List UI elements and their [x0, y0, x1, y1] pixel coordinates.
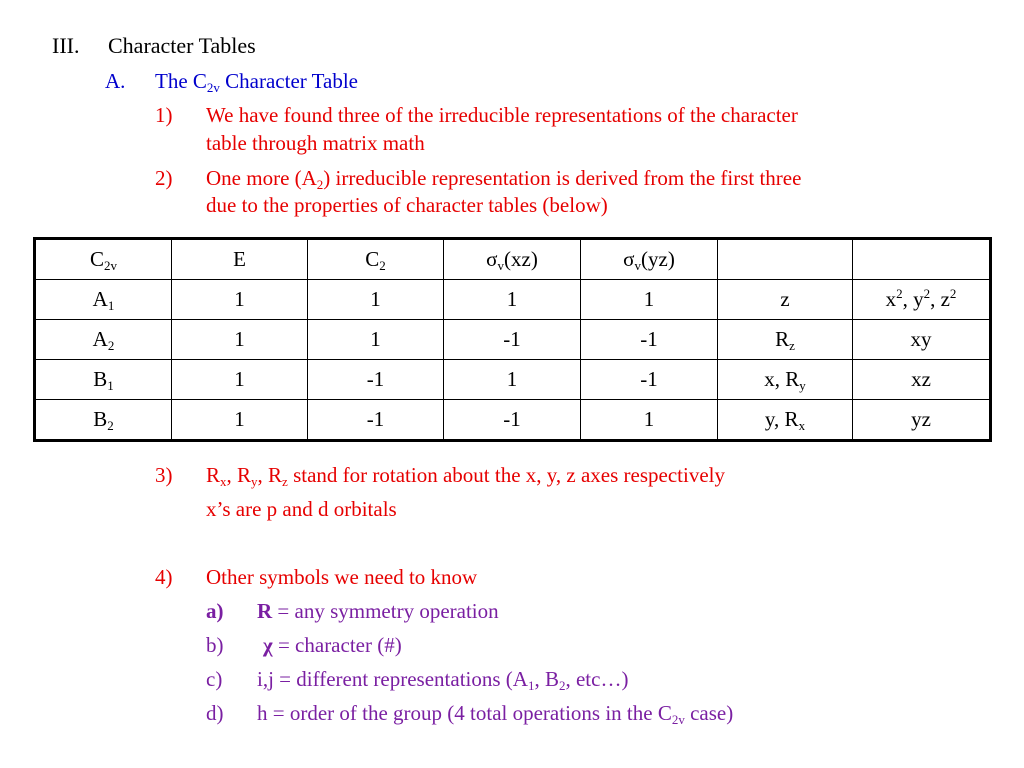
- section-title: Character Tables: [108, 33, 256, 58]
- char-sigma-xz: -1: [444, 320, 581, 360]
- linear-function: y, $R_x$: [718, 400, 853, 441]
- item-4: [155, 565, 478, 589]
- subitem-d: [206, 701, 734, 727]
- item-3-number: 3): [155, 463, 173, 487]
- irrep-label: $A_1$: [35, 280, 172, 320]
- subsection-letter: A.: [105, 69, 126, 93]
- item-3-line-1: $R_x$, $R_y$, $R_z$ stand for rotation about the x, y, z axes respectively: [206, 463, 725, 489]
- subitem-a: [206, 599, 499, 623]
- item-1: [155, 103, 798, 127]
- item-2: [155, 166, 802, 192]
- item-2-line-2: due to the properties of character tables (below): [206, 193, 608, 217]
- table-row: [35, 280, 991, 320]
- char-sigma-xz: 1: [444, 360, 581, 400]
- item-1-number: 1): [155, 103, 173, 127]
- subitem-c-text: i,j = different representations ($A_1$, $B_2$, etc…): [257, 667, 629, 693]
- char-e: 1: [172, 400, 308, 441]
- header-quadratic: [853, 239, 991, 280]
- item-4-number: 4): [155, 565, 173, 589]
- section-numeral: III.: [52, 33, 80, 58]
- char-e: 1: [172, 280, 308, 320]
- table-row: [35, 400, 991, 441]
- item-2-number: 2): [155, 166, 173, 190]
- subitem-d-letter: d): [206, 701, 224, 725]
- item-4-text: Other symbols we need to know: [206, 565, 478, 589]
- quadratic-function: $x^2$, $y^2$, $z^2$: [853, 280, 991, 320]
- subitem-b-letter: b): [206, 633, 224, 657]
- subitem-a-text: R = any symmetry operation: [257, 599, 499, 623]
- subsection-title: The $C_{2v}$ Character Table: [155, 69, 358, 95]
- irrep-label: $B_1$: [35, 360, 172, 400]
- char-sigma-yz: 1: [581, 280, 718, 320]
- linear-function: $R_z$: [718, 320, 853, 360]
- quadratic-function: xz: [853, 360, 991, 400]
- char-sigma-yz: -1: [581, 360, 718, 400]
- header-sigma-v-yz: $\sigma_v(yz)$: [581, 239, 718, 280]
- char-sigma-xz: -1: [444, 400, 581, 441]
- linear-function: z: [718, 280, 853, 320]
- irrep-label: $A_2$: [35, 320, 172, 360]
- table-header-row: [35, 239, 991, 280]
- subitem-b-text: χ = character (#): [263, 633, 402, 657]
- subitem-d-text: h = order of the group (4 total operations in the $C_{2v}$ case): [257, 701, 734, 727]
- header-c2: $C_2$: [308, 239, 444, 280]
- table-row: [35, 360, 991, 400]
- subitem-a-letter: a): [206, 599, 224, 623]
- subsection-heading: [105, 69, 358, 95]
- header-linear: [718, 239, 853, 280]
- char-e: 1: [172, 320, 308, 360]
- quadratic-function: yz: [853, 400, 991, 441]
- char-sigma-yz: 1: [581, 400, 718, 441]
- char-sigma-yz: -1: [581, 320, 718, 360]
- char-c2: -1: [308, 400, 444, 441]
- table-row: [35, 320, 991, 360]
- item-1-line-2: table through matrix math: [206, 131, 425, 155]
- item-2-line-1: One more $(A_2)$ irreducible representation is derived from the first three: [206, 166, 802, 192]
- quadratic-function: xy: [853, 320, 991, 360]
- char-sigma-xz: 1: [444, 280, 581, 320]
- irrep-label: $B_2$: [35, 400, 172, 441]
- item-3-line-2: x’s are p and d orbitals: [206, 497, 397, 521]
- item-1-line-1: We have found three of the irreducible representations of the character: [206, 103, 798, 127]
- character-table: [33, 237, 992, 442]
- subitem-c-letter: c): [206, 667, 223, 691]
- header-sigma-v-xz: $\sigma_v(xz)$: [444, 239, 581, 280]
- char-c2: -1: [308, 360, 444, 400]
- char-e: 1: [172, 360, 308, 400]
- linear-function: x, $R_y$: [718, 360, 853, 400]
- subitem-b: [206, 633, 402, 657]
- header-e: E: [172, 239, 308, 280]
- item-3: [155, 463, 725, 489]
- section-heading: [52, 33, 256, 58]
- header-group: $C_{2v}$: [35, 239, 172, 280]
- subitem-c: [206, 667, 629, 693]
- char-c2: 1: [308, 280, 444, 320]
- char-c2: 1: [308, 320, 444, 360]
